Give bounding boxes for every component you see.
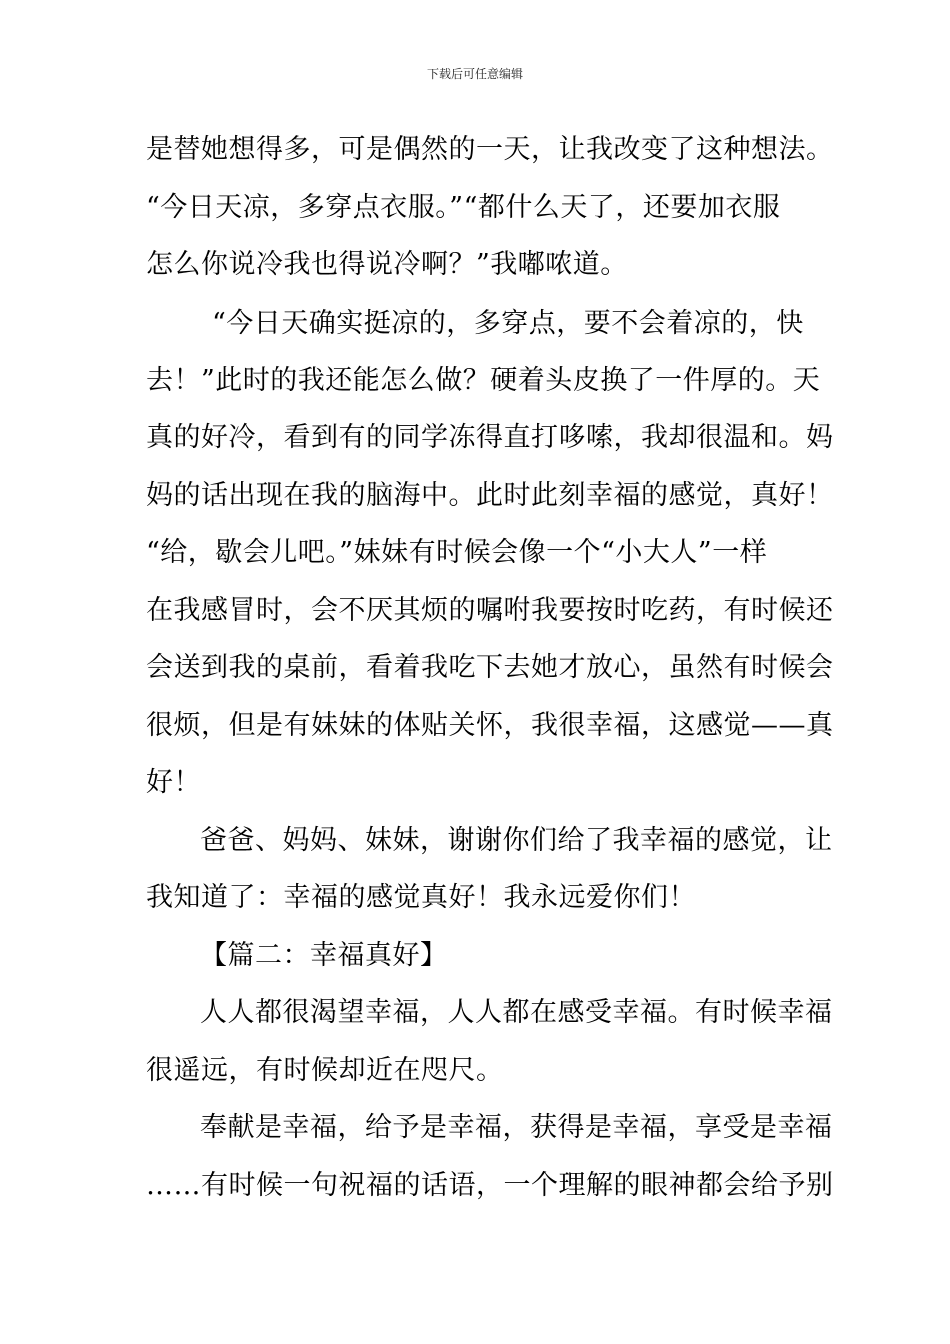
text-line: 在我感冒时，会不厌其烦的嘱咐我要按时吃药，有时候还 xyxy=(146,595,834,626)
text-line: 很烦，但是有妹妹的体贴关怀，我很幸福，这感觉——真 xyxy=(146,710,834,741)
text-line: 是替她想得多，可是偶然的一天，让我改变了这种想法。 xyxy=(146,134,834,165)
paragraph-start-line: 人人都很渴望幸福，人人都在感受幸福。有时候幸福 xyxy=(200,997,833,1028)
section-heading: 【篇二：幸福真好】 xyxy=(200,940,448,971)
text-line: 好！ xyxy=(146,767,201,798)
paragraph-start-line: 爸爸、妈妈、妹妹，谢谢你们给了我幸福的感觉，让 xyxy=(200,825,833,856)
text-line: “给，歇会儿吧。”妹妹有时候会像一个“小大人”一样 xyxy=(146,537,768,568)
text-line: 真的好冷，看到有的同学冻得直打哆嗦，我却很温和。妈 xyxy=(146,422,834,453)
text-line: “今日天凉，多穿点衣服。”“都什么天了，还要加衣服 xyxy=(146,192,781,223)
text-line: 怎么你说冷我也得说冷啊？”我嘟哝道。 xyxy=(146,249,628,280)
text-line: ……有时候一句祝福的话语，一个理解的眼神都会给予别 xyxy=(146,1170,834,1201)
text-line: 我知道了：幸福的感觉真好！我永远爱你们！ xyxy=(146,882,696,913)
text-line: 妈的话出现在我的脑海中。此时此刻幸福的感觉，真好！ xyxy=(146,480,834,511)
page-header: 下载后可任意编辑 xyxy=(426,67,523,81)
text-line: 去！”此时的我还能怎么做？硬着头皮换了一件厚的。天 xyxy=(146,365,821,396)
paragraph-start-line: “今日天确实挺凉的，多穿点，要不会着凉的，快 xyxy=(212,308,804,339)
text-line: 很遥远，有时候却近在咫尺。 xyxy=(146,1055,504,1086)
paragraph-start-line: 奉献是幸福，给予是幸福，获得是幸福，享受是幸福 xyxy=(200,1112,833,1143)
text-line: 会送到我的桌前，看着我吃下去她才放心，虽然有时候会 xyxy=(146,652,834,683)
